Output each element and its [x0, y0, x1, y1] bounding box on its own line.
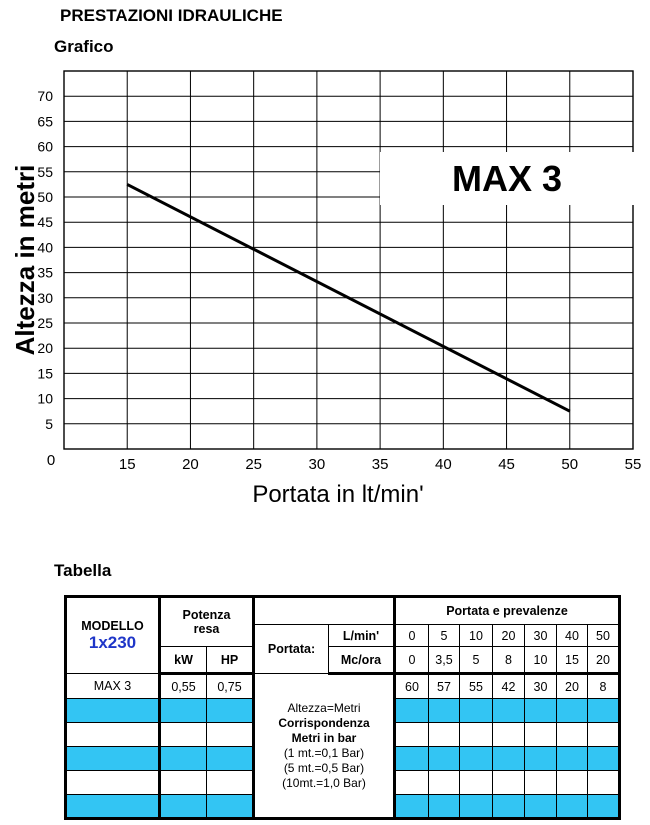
y-tick-label: 5 [45, 415, 53, 432]
portata-label: Portata: [254, 625, 329, 674]
mcora-value: 3,5 [429, 647, 460, 674]
y-tick-label: 60 [37, 138, 53, 155]
note-line: Corrispondenza [278, 716, 370, 730]
x-tick-label: 55 [624, 456, 642, 473]
power-header [160, 597, 254, 647]
mcora-value: 5 [460, 647, 493, 674]
y-tick-label: 15 [37, 365, 53, 382]
x-tick-label: 35 [371, 456, 389, 473]
x-tick-label: 30 [308, 456, 326, 473]
mcora-value: 15 [557, 647, 588, 674]
table-section-label: Tabella [54, 561, 112, 580]
chart-title: MAX 3 [451, 158, 563, 199]
lmin-value: 40 [557, 625, 588, 647]
model-brand: 1x230 [88, 632, 137, 652]
x-tick-label: 40 [434, 456, 452, 473]
y-tick-label: 70 [37, 88, 53, 105]
row-head: 8 [588, 674, 620, 699]
page-title: PRESTAZIONI IDRAULICHE [60, 6, 283, 25]
y-tick-label: 30 [37, 289, 53, 306]
y-tick-label: 35 [37, 264, 53, 281]
mcora-label: Mc/ora [329, 647, 395, 674]
y-axis-title: Altezza in metri [10, 164, 40, 356]
row-head: 60 [395, 674, 429, 699]
origin-tick-label: 0 [46, 452, 56, 469]
lmin-value: 10 [460, 625, 493, 647]
y-tick-label: 40 [37, 239, 53, 256]
x-tick-label: 45 [498, 456, 515, 473]
table-row [66, 674, 620, 699]
mcora-value: 20 [588, 647, 620, 674]
x-tick-label: 20 [182, 456, 199, 473]
note-line: (1 mt.=0,1 Bar) [283, 746, 365, 760]
power-header-line2: resa [193, 622, 220, 636]
row-hp: 0,75 [207, 674, 254, 699]
graph-section-label: Grafico [54, 37, 114, 56]
mcora-value: 10 [525, 647, 557, 674]
row-head: 57 [429, 674, 460, 699]
lmin-value: 0 [395, 625, 429, 647]
mcora-value: 8 [493, 647, 525, 674]
performance-table [64, 595, 621, 820]
model-header-cell [66, 597, 160, 674]
lmin-label: L/min' [329, 625, 395, 647]
x-tick-label: 15 [118, 456, 136, 473]
flow-header: Portata e prevalenze [395, 597, 620, 625]
x-axis-title: Portata in lt/min' [252, 481, 424, 508]
flow-unit-header-blank [254, 597, 395, 625]
hp-label: HP [207, 647, 254, 674]
lmin-value: 30 [525, 625, 557, 647]
x-tick-label: 25 [245, 456, 263, 473]
lmin-value: 20 [493, 625, 525, 647]
bar-conversion-note [254, 674, 395, 819]
x-tick-label: 50 [561, 456, 579, 473]
plot-frame [64, 71, 633, 449]
y-tick-label: 20 [37, 340, 53, 357]
row-head: 42 [493, 674, 525, 699]
y-tick-label: 25 [37, 315, 53, 331]
row-head: 30 [525, 674, 557, 699]
kw-label: kW [160, 647, 207, 674]
y-tick-label: 50 [37, 189, 53, 205]
y-tick-label: 55 [37, 163, 53, 180]
note-line: (10mt.=1,0 Bar) [282, 776, 366, 790]
note-line: Metri in bar [291, 731, 357, 745]
y-tick-label: 45 [37, 214, 53, 231]
lmin-value: 50 [588, 625, 620, 647]
model-header: MODELLO [81, 618, 144, 633]
note-line: Altezza=Metri [287, 701, 361, 715]
row-head: 55 [460, 674, 493, 699]
chart-ticks [37, 88, 641, 473]
power-header-line1: Potenza [182, 608, 231, 622]
row-head: 20 [557, 674, 588, 699]
note-line: (5 mt.=0,5 Bar) [283, 761, 365, 775]
row-kw: 0,55 [160, 674, 207, 699]
lmin-value: 5 [429, 625, 460, 647]
row-model: MAX 3 [66, 674, 160, 699]
y-tick-label: 10 [37, 390, 53, 407]
chart-grid [64, 71, 633, 449]
mcora-value: 0 [395, 647, 429, 674]
y-tick-label: 65 [37, 113, 53, 130]
